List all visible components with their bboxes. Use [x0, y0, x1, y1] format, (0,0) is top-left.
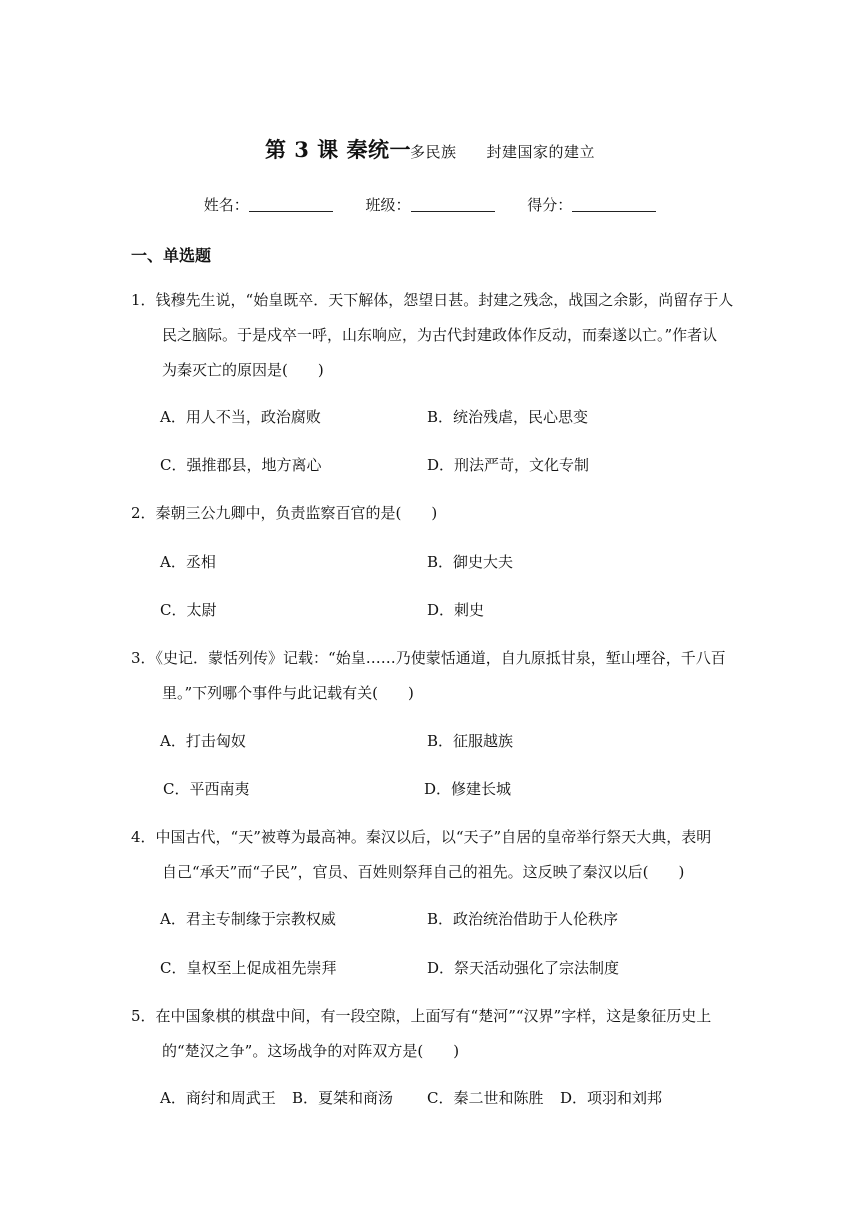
question-1-line-3: 为秦灭亡的原因是( ) [162, 361, 324, 379]
option-4a[interactable]: A．君主专制缘于宗教权威 [160, 910, 336, 928]
title-main: 第 3 课 秦统一 [264, 137, 411, 162]
score-label: 得分： [527, 196, 573, 214]
option-3d[interactable]: D．修建长城 [424, 780, 512, 798]
question-2: 2．秦朝三公九卿中，负责监察百官的是( ) [131, 504, 438, 522]
question-3-line-2: 里。”下列哪个事件与此记载有关( ) [162, 684, 414, 702]
option-1b[interactable]: B．统治残虐，民心思变 [427, 408, 589, 426]
section-heading: 一、单选题 [131, 246, 212, 265]
option-1c[interactable]: C．强推郡县，地方离心 [160, 456, 322, 474]
name-blank[interactable] [249, 197, 333, 212]
option-3a[interactable]: A．打击匈奴 [160, 732, 246, 750]
option-5a[interactable]: A．商纣和周武王 [160, 1089, 276, 1107]
option-4b[interactable]: B．政治统治借助于人伦秩序 [427, 910, 619, 928]
name-label: 姓名： [203, 196, 249, 214]
name-field[interactable] [204, 194, 333, 215]
option-3c[interactable]: C．平西南夷 [163, 780, 250, 798]
question-4-line-1: 4．中国古代，“天”被尊为最高神。秦汉以后，以“天子”自居的皇帝举行祭天大典，表明 [131, 828, 712, 846]
option-3b[interactable]: B．征服越族 [427, 732, 514, 750]
title-sub-1: 多民族 [410, 143, 457, 161]
class-label: 班级： [365, 196, 411, 214]
question-3-line-1: 3．《史记．蒙恬列传》记载：“始皇……乃使蒙恬通道，自九原抵甘泉，堑山堙谷，千八百 [131, 649, 726, 667]
question-4-line-2: 自己“承天”而“子民”，官员、百姓则祭拜自己的祖先。这反映了秦汉以后( ) [162, 863, 685, 881]
option-2d[interactable]: D．刺史 [427, 601, 485, 619]
option-2b[interactable]: B．御史大夫 [427, 553, 514, 571]
class-field[interactable] [365, 194, 494, 215]
student-info-row [0, 194, 860, 215]
class-blank[interactable] [411, 197, 495, 212]
question-1-line-1: 1．钱穆先生说，“始皇既卒．天下解体，怨望日甚。封建之残念，战国之余影，尚留存于人 [131, 291, 734, 309]
question-1-line-2: 民之脑际。于是戍卒一呼，山东响应，为古代封建政体作反动，而秦遂以亡。”作者认 [162, 326, 718, 344]
option-4d[interactable]: D．祭天活动强化了宗法制度 [427, 959, 620, 977]
option-2c[interactable]: C．太尉 [160, 601, 217, 619]
option-5c[interactable]: C．秦二世和陈胜 [427, 1089, 544, 1107]
question-5-line-2: 的“楚汉之争”。这场战争的对阵双方是( ) [162, 1042, 460, 1060]
option-2a[interactable]: A．丞相 [160, 553, 216, 571]
title-sub-2: 封建国家的建立 [486, 143, 596, 161]
page-title [0, 134, 860, 164]
option-1d[interactable]: D．刑法严苛，文化专制 [427, 456, 590, 474]
score-field[interactable] [527, 194, 656, 215]
question-5-line-1: 5．在中国象棋的棋盘中间，有一段空隙，上面写有“楚河”“汉界”字样，这是象征历史上 [131, 1007, 712, 1025]
option-5d[interactable]: D．项羽和刘邦 [560, 1089, 663, 1107]
score-blank[interactable] [572, 197, 656, 212]
option-4c[interactable]: C．皇权至上促成祖先崇拜 [160, 959, 337, 977]
option-5b[interactable]: B．夏桀和商汤 [292, 1089, 394, 1107]
option-1a[interactable]: A．用人不当，政治腐败 [160, 408, 321, 426]
